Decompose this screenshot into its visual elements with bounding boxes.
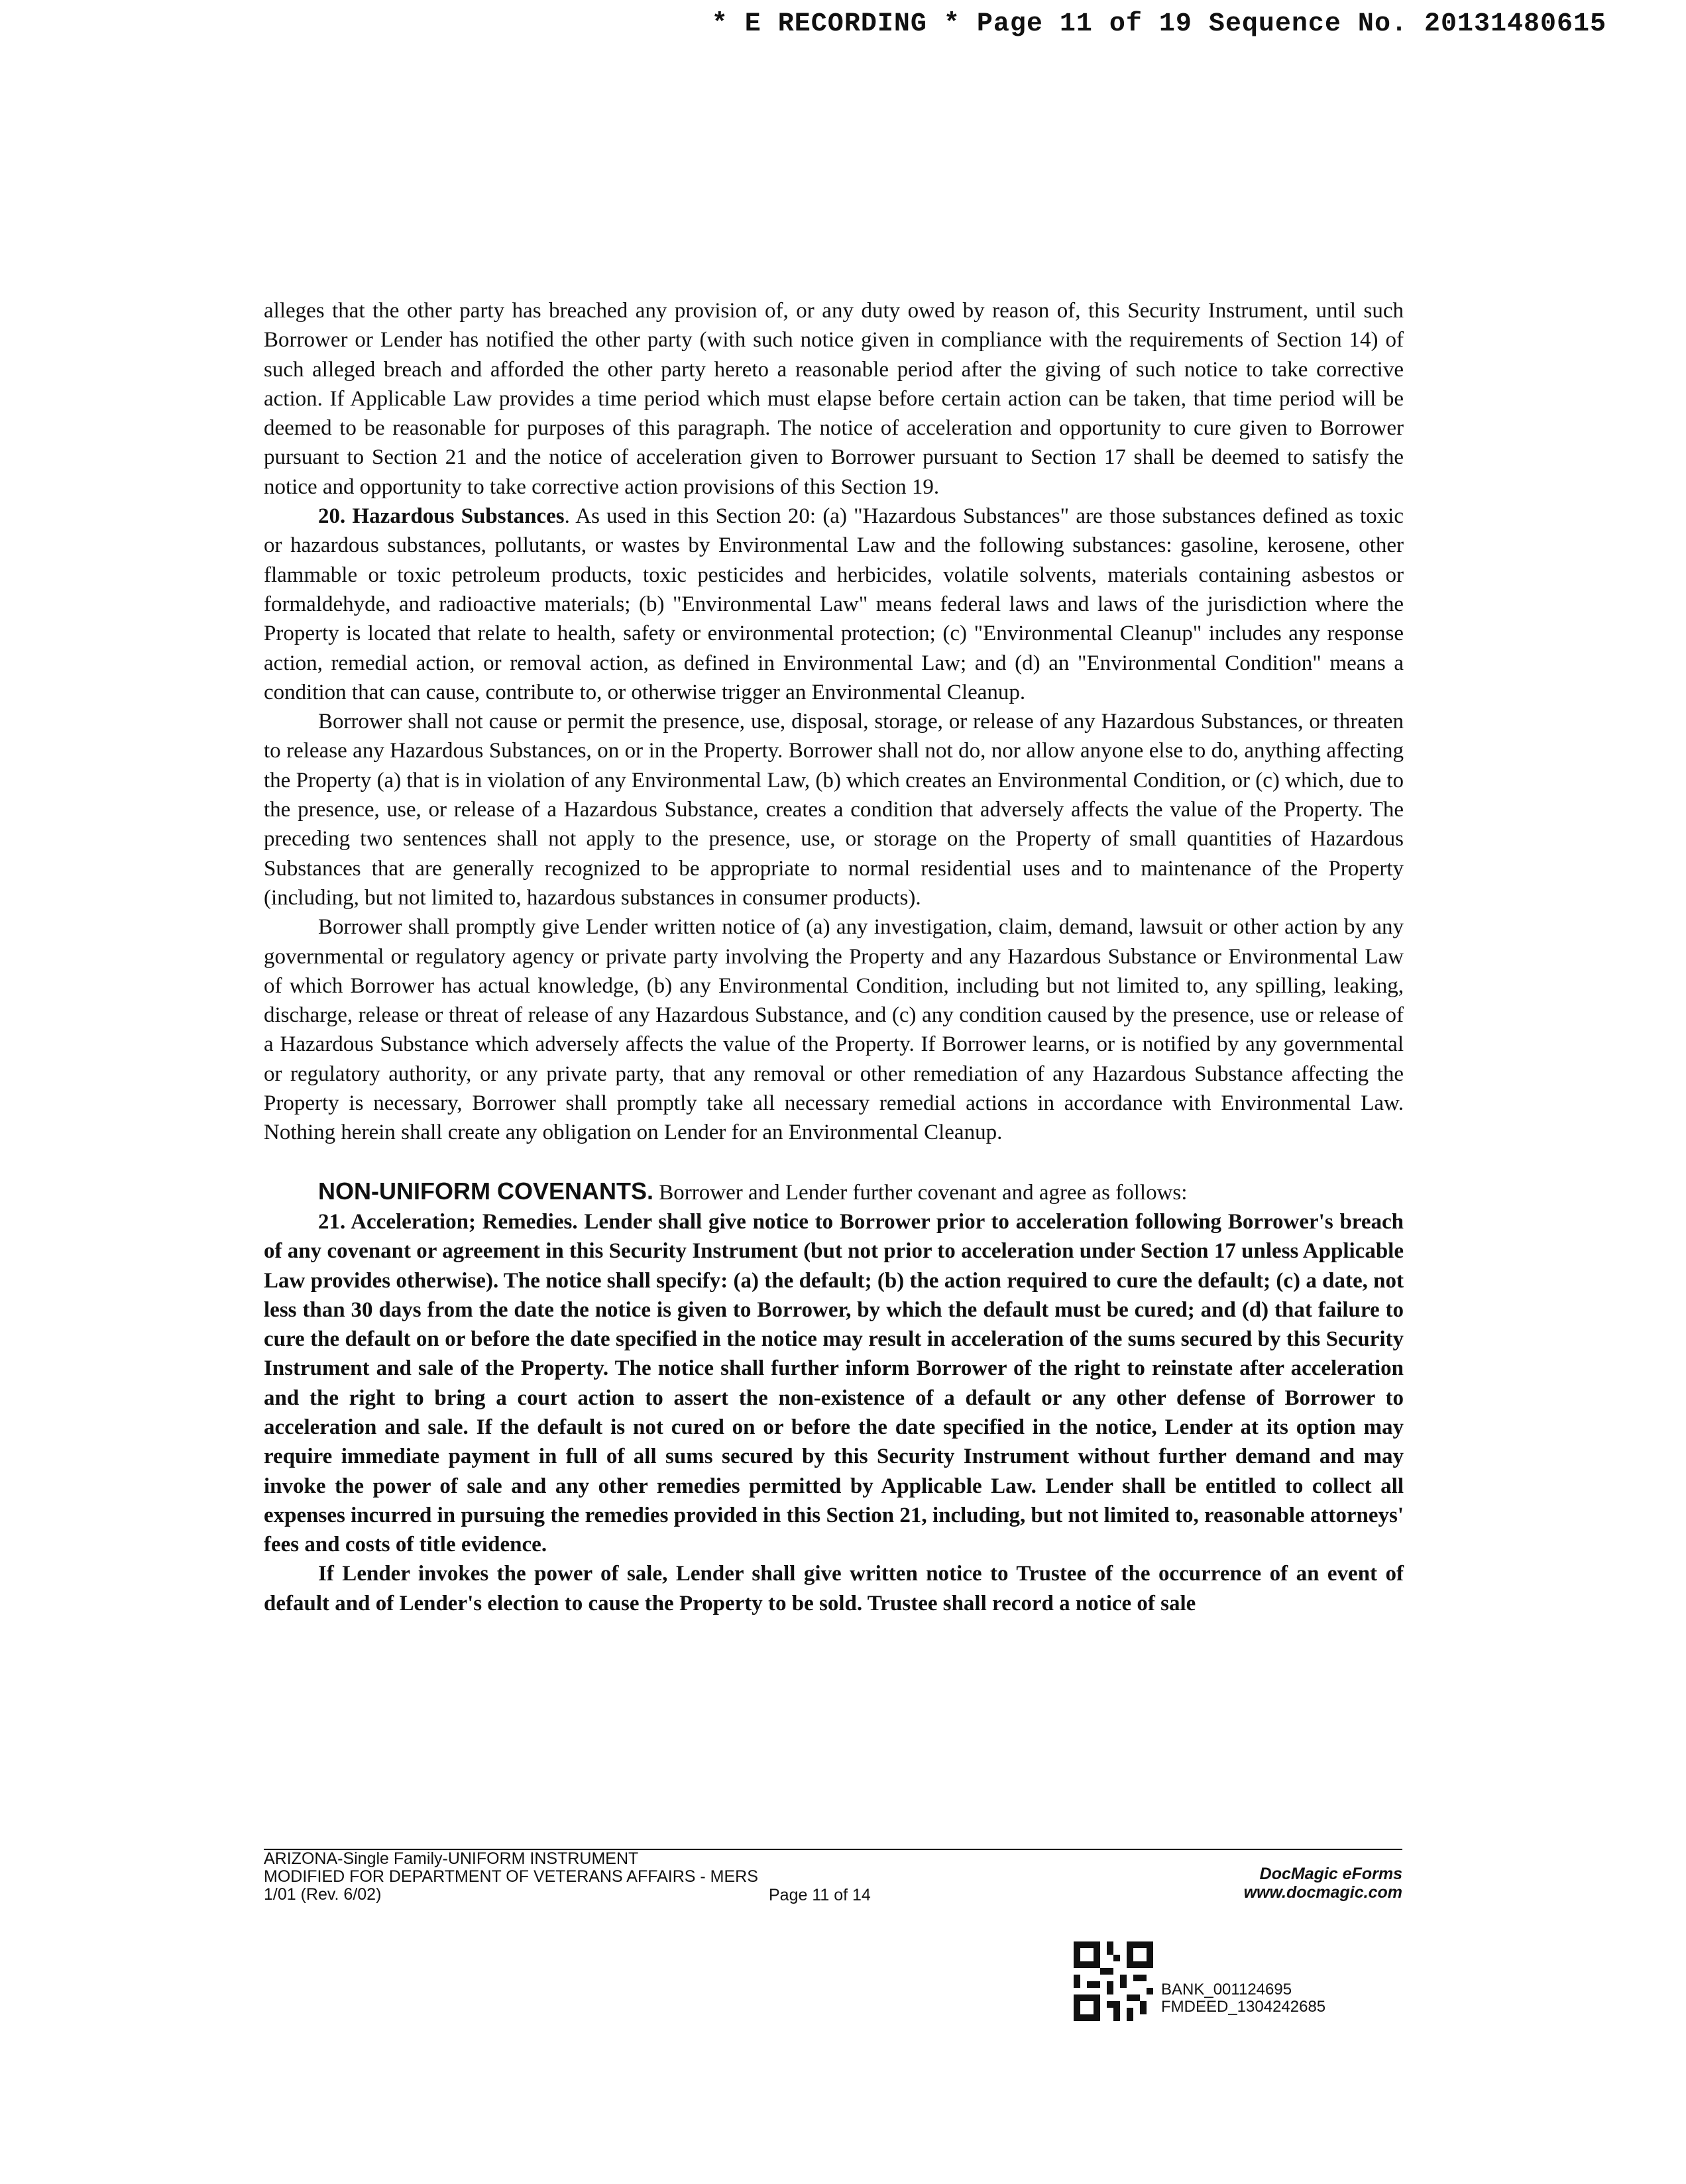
- section-20-paragraph-3: Borrower shall promptly give Lender written notice of (a) any investigation, claim, demand, lawsuit or other action by any governmental or regulatory agency or private party involving the Property and any Hazardous Substance or Environmental Law of which Borrower has actual knowledge, (b) any Environmental Condition, including but not limited to, any spilling, leaking, discharge, release or threat of release of any Hazardous Substance, and (c) any condition caused by the presence, use or release of a Hazardous Substance which adversely affects the value of the Property. If Borrower learns, or is notified by any governmental or regulatory authority, or any private party, that any removal or other remediation of any Hazardous Substance affecting the Property is necessary, Borrower shall promptly take all necessary remedial actions in accordance with Environmental Law. Nothing herein shall create any obligation on Lender for an Environmental Cleanup.: [264, 915, 1404, 1145]
- nonuniform-covenants-text: Borrower and Lender further covenant and agree as follows:: [653, 1180, 1188, 1205]
- footer-form-info: [264, 1850, 758, 1904]
- section-20-paragraph-2: Borrower shall not cause or permit the presence, use, disposal, storage, or release of any Hazardous Substances, or threaten to release any Hazardous Substances, on or in the Property. Borrower shall not do, nor allow anyone else to do, anything affecting the Property (a) that is in violation of any Environmental Law, (b) which creates an Environmental Condition, or (c) which, due to the presence, use, or release of a Hazardous Substance, creates a condition that adversely affects the value of the Property. The preceding two sentences shall not apply to the presence, use, or storage on the Property of small quantities of Hazardous Substances that are generally recognized to be appropriate to normal residential uses and to maintenance of the Property (including, but not limited to, hazardous substances in consumer products).: [264, 710, 1404, 910]
- qr-code-icon: [1074, 1941, 1153, 2021]
- barcode-id-2: FMDEED_1304242685: [1161, 1998, 1326, 2016]
- section-19-continuation: alleges that the other party has breached any provision of, or any duty owed by reason of, this Security Instrument, until such Borrower or Lender has notified the other party (with such notice given in compliance with the requirements of Section 14) of such alleged breach and afforded the other party hereto a reasonable period after the giving of such notice to take corrective action. If Applicable Law provides a time period which must elapse before certain action can be taken, that time period will be deemed to be reasonable for purposes of this paragraph. The notice of acceleration and opportunity to cure given to Borrower pursuant to Section 21 and the notice of acceleration given to Borrower pursuant to Section 17 shall be deemed to satisfy the notice and opportunity to take corrective action provisions of this Section 19.: [264, 299, 1404, 499]
- nonuniform-covenants-intro: [264, 1177, 1404, 1207]
- section-20-paragraph: [264, 502, 1404, 707]
- footer-form-line-2: MODIFIED FOR DEPARTMENT OF VETERANS AFFAIRS - MERS: [264, 1867, 758, 1886]
- section-20-text: . As used in this Section 20: (a) "Hazardous Substances" are those substances defined as toxic or hazardous substances, pollutants, or wastes by Environmental Law and the following substances: gasoline, kerosene, other flammable or toxic petroleum products, toxic pesticides and herbicides, volatile solvents, materials containing asbestos or formaldehyde, and radioactive materials; (b) "Environmental Law" means federal laws and laws of the jurisdiction where the Property is located that relate to health, safety or environmental protection; (c) "Environmental Cleanup" includes any response action, remedial action, or removal action, as defined in Environmental Law; and (d) an "Environmental Condition" means a condition that can cause, contribute to, or otherwise trigger an Environmental Cleanup.: [264, 504, 1404, 704]
- brand-logo: DocMagic eForms: [1259, 1865, 1402, 1883]
- barcode-labels: [1161, 1981, 1325, 2016]
- document-body: [264, 296, 1404, 1618]
- footer-form-line-1: ARIZONA-Single Family-UNIFORM INSTRUMENT: [264, 1849, 639, 1868]
- footer-page-number: Page 11 of 14: [769, 1886, 871, 1904]
- brand-url: www.docmagic.com: [1243, 1883, 1402, 1902]
- recording-header: * E RECORDING * Page 11 of 19 Sequence No. 20131480615: [711, 9, 1606, 39]
- footer-form-line-3: 1/01 (Rev. 6/02): [264, 1885, 382, 1904]
- section-20-heading: 20. Hazardous Substances: [318, 504, 565, 529]
- section-21-paragraph: 21. Acceleration; Remedies. Lender shall give notice to Borrower prior to acceleration following Borrower's breach of any covenant or agreement in this Security Instrument (but not prior to acceleration under Section 17 unless Applicable Law provides otherwise). The notice shall specify: (a) the default; (b) the action required to cure the default; (c) a date, not less than 30 days from the date the notice is given to Borrower, by which the default must be cured; and (d) that failure to cure the default on or before the date specified in the notice may result in acceleration of the sums secured by this Security Instrument and sale of the Property. The notice shall further inform Borrower of the right to reinstate after acceleration and the right to bring a court action to assert the non-existence of a default or any other defense of Borrower to acceleration and sale. If the default is not cured on or before the date specified in the notice, Lender at its option may require immediate payment in full of all sums secured by this Security Instrument without further demand and may invoke the power of sale and any other remedies permitted by Applicable Law. Lender shall be entitled to collect all expenses incurred in pursuing the remedies provided in this Section 21, including, but not limited to, reasonable attorneys' fees and costs of title evidence.: [264, 1209, 1404, 1557]
- nonuniform-covenants-heading: NON-UNIFORM COVENANTS.: [318, 1177, 653, 1205]
- section-21-paragraph-2: If Lender invokes the power of sale, Lender shall give written notice to Trustee of the occurrence of an event of default and of Lender's election to cause the Property to be sold. Trustee shall record a notice of sale: [264, 1562, 1404, 1615]
- footer-brand: [1244, 1865, 1402, 1902]
- barcode-id-1: BANK_001124695: [1161, 1981, 1292, 1998]
